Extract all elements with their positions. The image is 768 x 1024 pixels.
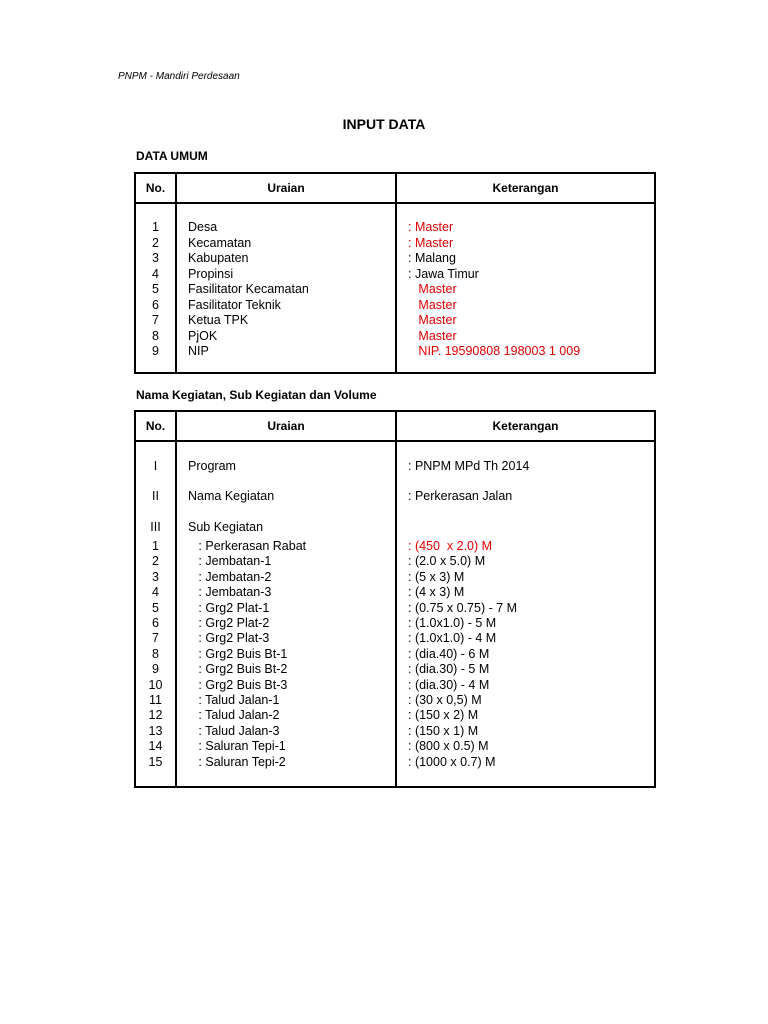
table-body: [136, 204, 654, 374]
section-label-kegiatan: Nama Kegiatan, Sub Kegiatan dan Volume: [136, 388, 377, 402]
row-uraian: Sub Kegiatan: [188, 520, 264, 534]
row-uraian: : Grg2 Plat-2: [188, 616, 270, 630]
row-uraian: Kecamatan: [188, 235, 252, 250]
row-uraian: : Talud Jalan-2: [188, 708, 280, 723]
row-uraian: : Perkerasan Rabat: [188, 539, 307, 553]
row-number: 1: [152, 539, 159, 553]
table-header: [136, 174, 654, 204]
row-uraian: : Grg2 Buis Bt-3: [188, 677, 288, 692]
row-keterangan: : Master: [408, 220, 454, 234]
row-uraian: Desa: [188, 220, 218, 234]
row-uraian: : Talud Jalan-1: [188, 693, 280, 707]
row-uraian: Kabupaten: [188, 251, 249, 265]
row-uraian: : Grg2 Buis Bt-1: [188, 646, 288, 661]
row-number: 2: [152, 235, 159, 250]
row-keterangan: Master: [408, 313, 457, 327]
table-header: [136, 412, 654, 442]
row-uraian: : Saluran Tepi-1: [188, 739, 286, 754]
row-number: 1: [152, 220, 159, 234]
row-number: 13: [148, 723, 163, 738]
document-header: PNPM - Mandiri Perdesaan: [118, 71, 240, 82]
data-umum-table: [134, 172, 656, 374]
row-number: 7: [152, 631, 159, 646]
row-uraian: Propinsi: [188, 266, 234, 281]
row-uraian: Nama Kegiatan: [188, 489, 275, 503]
table-body: [136, 442, 654, 788]
row-keterangan: : (30 x 0,5) M: [408, 693, 482, 707]
column-header-keterangan: Keterangan: [492, 181, 559, 195]
row-keterangan: : (5 x 3) M: [408, 569, 465, 584]
row-keterangan: : PNPM MPd Th 2014: [408, 459, 530, 473]
row-number: III: [150, 520, 161, 534]
row-keterangan: Master: [408, 328, 457, 343]
row-keterangan: : (4 x 3) M: [408, 585, 465, 600]
row-number: 14: [148, 739, 163, 754]
row-keterangan: : (dia.30) - 5 M: [408, 662, 490, 677]
page-title: INPUT DATA: [342, 116, 426, 132]
row-number: 15: [148, 754, 163, 769]
row-keterangan: : Malang: [408, 251, 456, 265]
row-keterangan: : (1.0x1.0) - 4 M: [408, 631, 497, 646]
row-uraian: : Jembatan-3: [188, 585, 272, 600]
section-label-data-umum: DATA UMUM: [136, 149, 208, 163]
row-uraian: Ketua TPK: [188, 313, 249, 327]
row-keterangan: : Master: [408, 235, 454, 250]
row-number: 5: [152, 600, 159, 615]
row-number: 12: [148, 708, 163, 723]
row-uraian: : Jembatan-2: [188, 569, 272, 584]
column-header-no: No.: [136, 412, 177, 440]
row-keterangan: : (dia.30) - 4 M: [408, 677, 490, 692]
row-number: 3: [152, 251, 159, 265]
row-keterangan: : (2.0 x 5.0) M: [408, 554, 486, 569]
row-uraian: : Saluran Tepi-2: [188, 754, 286, 769]
kegiatan-table: [134, 410, 656, 788]
row-number: 11: [149, 693, 162, 707]
row-uraian: : Grg2 Buis Bt-2: [188, 662, 288, 677]
row-number: 8: [152, 328, 159, 343]
row-keterangan: : (dia.40) - 6 M: [408, 646, 490, 661]
row-keterangan: : (800 x 0.5) M: [408, 739, 489, 754]
row-uraian: Program: [188, 459, 236, 473]
row-uraian: : Grg2 Plat-1: [188, 600, 270, 615]
row-uraian: NIP: [188, 344, 209, 358]
row-number: 9: [152, 344, 159, 358]
column-header-uraian: Uraian: [177, 412, 397, 440]
row-keterangan: : (1000 x 0.7) M: [408, 754, 496, 769]
row-keterangan: : (150 x 1) M: [408, 723, 479, 738]
column-header-no: No.: [136, 174, 177, 202]
row-number: 6: [152, 297, 159, 312]
row-uraian: : Grg2 Plat-3: [188, 631, 270, 646]
row-keterangan: Master: [408, 297, 457, 312]
row-uraian: : Talud Jalan-3: [188, 723, 280, 738]
row-keterangan: Master: [408, 282, 457, 296]
row-uraian: : Jembatan-1: [188, 554, 272, 569]
row-number: 9: [152, 662, 159, 677]
row-number: 4: [152, 266, 159, 281]
row-uraian: PjOK: [188, 328, 218, 343]
row-number: 7: [152, 313, 159, 327]
row-number: I: [153, 459, 158, 473]
row-keterangan: : (450 x 2.0) M: [408, 539, 493, 553]
row-number: 6: [152, 616, 159, 630]
row-keterangan: : Perkerasan Jalan: [408, 489, 513, 503]
row-uraian: Fasilitator Kecamatan: [188, 282, 309, 296]
row-number: 5: [152, 282, 159, 296]
row-keterangan: : Jawa Timur: [408, 266, 479, 281]
row-number: 3: [152, 569, 159, 584]
column-header-keterangan: Keterangan: [492, 419, 559, 433]
column-header-uraian: Uraian: [177, 174, 397, 202]
row-keterangan: : (0.75 x 0.75) - 7 M: [408, 600, 518, 615]
row-number: II: [152, 489, 159, 503]
row-uraian: Fasilitator Teknik: [188, 297, 281, 312]
row-number: 2: [152, 554, 159, 569]
row-keterangan: NIP. 19590808 198003 1 009: [408, 344, 581, 358]
row-number: 10: [148, 677, 163, 692]
row-number: 4: [152, 585, 159, 600]
row-keterangan: : (1.0x1.0) - 5 M: [408, 616, 497, 630]
row-number: 8: [152, 646, 159, 661]
row-keterangan: : (150 x 2) M: [408, 708, 479, 723]
